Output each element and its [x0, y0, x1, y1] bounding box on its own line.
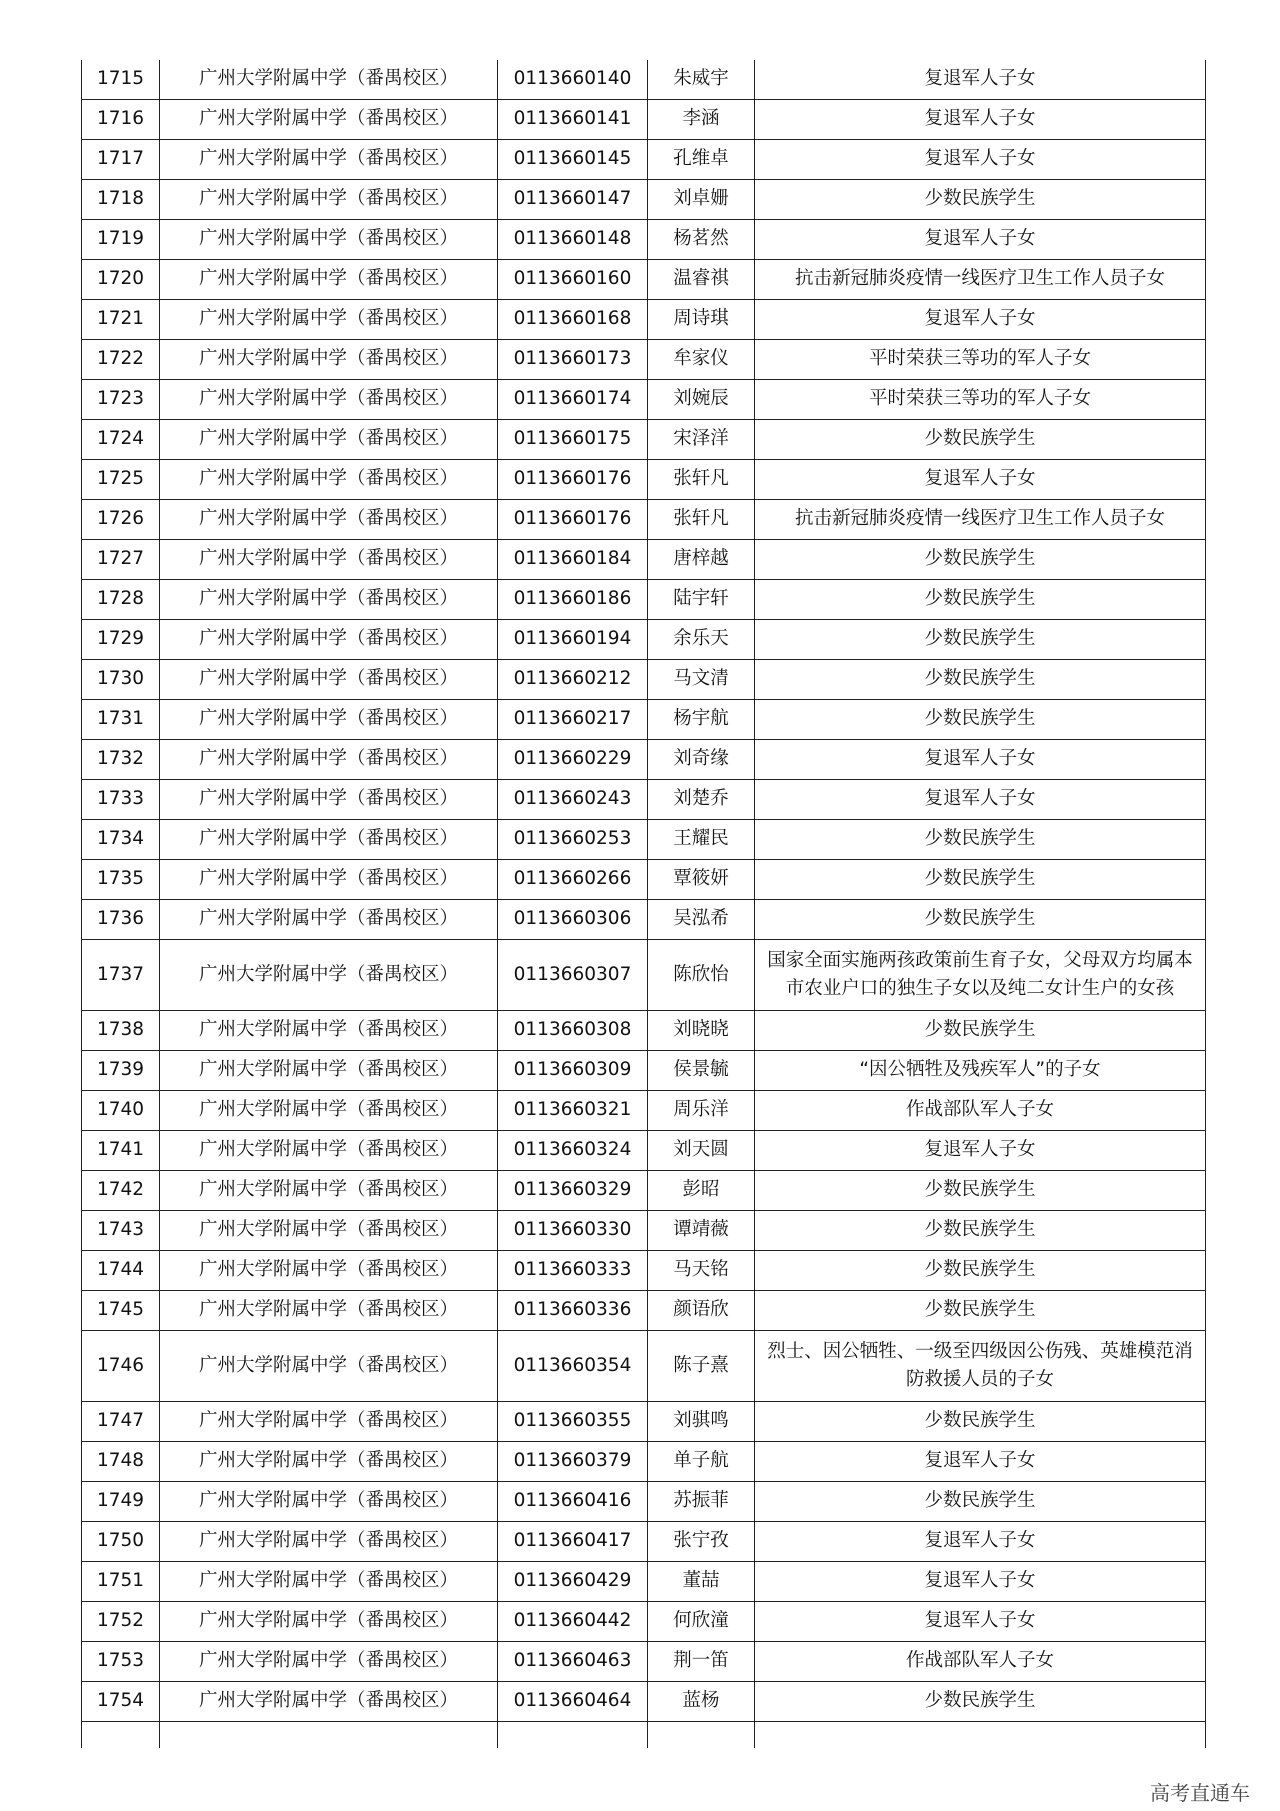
table-row — [82, 1091, 1206, 1131]
student-id-cell: 0113660330 — [498, 1211, 648, 1251]
student-id-cell: 0113660464 — [498, 1682, 648, 1722]
table-row — [82, 1011, 1206, 1051]
category-cell: 少数民族学生 — [755, 620, 1206, 660]
student-name-cell: 刘奇缘 — [648, 740, 755, 780]
row-number-cell: 1740 — [82, 1091, 160, 1131]
student-name-cell: 吴泓希 — [648, 900, 755, 940]
table-row — [82, 660, 1206, 700]
category-cell: 复退军人子女 — [755, 1442, 1206, 1482]
school-cell: 广州大学附属中学（番禺校区） — [160, 780, 498, 820]
table-row — [82, 340, 1206, 380]
row-number-cell: 1718 — [82, 180, 160, 220]
table-row — [82, 1331, 1206, 1402]
row-number-cell: 1735 — [82, 860, 160, 900]
table-row — [82, 420, 1206, 460]
table-row — [82, 1642, 1206, 1682]
student-name-cell: 李涵 — [648, 100, 755, 140]
row-number-cell: 1728 — [82, 580, 160, 620]
table-row — [82, 1402, 1206, 1442]
empty-cell — [648, 1722, 755, 1749]
category-cell: 复退军人子女 — [755, 740, 1206, 780]
student-id-cell: 0113660321 — [498, 1091, 648, 1131]
student-id-cell: 0113660194 — [498, 620, 648, 660]
student-id-cell: 0113660147 — [498, 180, 648, 220]
table-row — [82, 580, 1206, 620]
student-name-cell: 覃筱妍 — [648, 860, 755, 900]
category-cell: 少数民族学生 — [755, 540, 1206, 580]
school-cell: 广州大学附属中学（番禺校区） — [160, 60, 498, 100]
student-id-cell: 0113660463 — [498, 1642, 648, 1682]
student-id-cell: 0113660429 — [498, 1562, 648, 1602]
student-name-cell: 蓝杨 — [648, 1682, 755, 1722]
school-cell: 广州大学附属中学（番禺校区） — [160, 1291, 498, 1331]
school-cell: 广州大学附属中学（番禺校区） — [160, 1562, 498, 1602]
category-cell: 平时荣获三等功的军人子女 — [755, 380, 1206, 420]
table-row — [82, 100, 1206, 140]
category-cell: 复退军人子女 — [755, 140, 1206, 180]
table-row — [82, 1171, 1206, 1211]
school-cell: 广州大学附属中学（番禺校区） — [160, 540, 498, 580]
row-number-cell: 1721 — [82, 300, 160, 340]
student-name-cell: 陈子熹 — [648, 1331, 755, 1402]
student-id-cell: 0113660173 — [498, 340, 648, 380]
table-row — [82, 180, 1206, 220]
row-number-cell: 1746 — [82, 1331, 160, 1402]
empty-cell — [82, 1722, 160, 1749]
category-cell: 少数民族学生 — [755, 1211, 1206, 1251]
category-cell: 少数民族学生 — [755, 860, 1206, 900]
category-cell: 少数民族学生 — [755, 420, 1206, 460]
school-cell: 广州大学附属中学（番禺校区） — [160, 1642, 498, 1682]
table-row — [82, 1442, 1206, 1482]
category-cell: 少数民族学生 — [755, 1011, 1206, 1051]
student-name-cell: 唐梓越 — [648, 540, 755, 580]
student-id-cell: 0113660186 — [498, 580, 648, 620]
school-cell: 广州大学附属中学（番禺校区） — [160, 860, 498, 900]
row-number-cell: 1722 — [82, 340, 160, 380]
empty-cell — [498, 1722, 648, 1749]
table-row — [82, 1562, 1206, 1602]
row-number-cell: 1730 — [82, 660, 160, 700]
table-row — [82, 620, 1206, 660]
school-cell: 广州大学附属中学（番禺校区） — [160, 220, 498, 260]
row-number-cell: 1748 — [82, 1442, 160, 1482]
row-number-cell: 1745 — [82, 1291, 160, 1331]
category-cell: 复退军人子女 — [755, 780, 1206, 820]
school-cell: 广州大学附属中学（番禺校区） — [160, 700, 498, 740]
category-cell: 少数民族学生 — [755, 660, 1206, 700]
school-cell: 广州大学附属中学（番禺校区） — [160, 1682, 498, 1722]
student-id-cell: 0113660324 — [498, 1131, 648, 1171]
roster-body — [82, 60, 1206, 1748]
student-name-cell: 牟家仪 — [648, 340, 755, 380]
row-number-cell: 1739 — [82, 1051, 160, 1091]
school-cell: 广州大学附属中学（番禺校区） — [160, 580, 498, 620]
school-cell: 广州大学附属中学（番禺校区） — [160, 1402, 498, 1442]
row-number-cell: 1750 — [82, 1522, 160, 1562]
student-id-cell: 0113660217 — [498, 700, 648, 740]
table-row — [82, 500, 1206, 540]
student-id-cell: 0113660141 — [498, 100, 648, 140]
student-id-cell: 0113660442 — [498, 1602, 648, 1642]
row-number-cell: 1749 — [82, 1482, 160, 1522]
school-cell: 广州大学附属中学（番禺校区） — [160, 1331, 498, 1402]
table-row — [82, 60, 1206, 100]
student-name-cell: 马文清 — [648, 660, 755, 700]
student-name-cell: 苏振菲 — [648, 1482, 755, 1522]
student-id-cell: 0113660168 — [498, 300, 648, 340]
table-row — [82, 860, 1206, 900]
school-cell: 广州大学附属中学（番禺校区） — [160, 1131, 498, 1171]
student-id-cell: 0113660355 — [498, 1402, 648, 1442]
row-number-cell: 1727 — [82, 540, 160, 580]
student-name-cell: 温睿祺 — [648, 260, 755, 300]
category-cell: 复退军人子女 — [755, 300, 1206, 340]
student-name-cell: 杨茗然 — [648, 220, 755, 260]
category-cell: 复退军人子女 — [755, 60, 1206, 100]
category-cell: 抗击新冠肺炎疫情一线医疗卫生工作人员子女 — [755, 260, 1206, 300]
student-name-cell: 朱威宇 — [648, 60, 755, 100]
school-cell: 广州大学附属中学（番禺校区） — [160, 1171, 498, 1211]
table-row — [82, 900, 1206, 940]
school-cell: 广州大学附属中学（番禺校区） — [160, 460, 498, 500]
student-name-cell: 董喆 — [648, 1562, 755, 1602]
table-row — [82, 700, 1206, 740]
student-id-cell: 0113660307 — [498, 940, 648, 1011]
category-cell: 复退军人子女 — [755, 100, 1206, 140]
row-number-cell: 1717 — [82, 140, 160, 180]
school-cell: 广州大学附属中学（番禺校区） — [160, 1051, 498, 1091]
row-number-cell: 1741 — [82, 1131, 160, 1171]
table-row — [82, 940, 1206, 1011]
empty-cell — [160, 1722, 498, 1749]
student-name-cell: 单子航 — [648, 1442, 755, 1482]
category-cell: 复退军人子女 — [755, 220, 1206, 260]
row-number-cell: 1724 — [82, 420, 160, 460]
student-name-cell: 荆一笛 — [648, 1642, 755, 1682]
row-number-cell: 1752 — [82, 1602, 160, 1642]
table-row — [82, 300, 1206, 340]
category-cell: 复退军人子女 — [755, 1562, 1206, 1602]
student-name-cell: 彭昭 — [648, 1171, 755, 1211]
student-id-cell: 0113660308 — [498, 1011, 648, 1051]
table-row — [82, 1211, 1206, 1251]
student-name-cell: 何欣潼 — [648, 1602, 755, 1642]
student-name-cell: 刘卓姗 — [648, 180, 755, 220]
row-number-cell: 1754 — [82, 1682, 160, 1722]
school-cell: 广州大学附属中学（番禺校区） — [160, 140, 498, 180]
row-number-cell: 1738 — [82, 1011, 160, 1051]
category-cell: 少数民族学生 — [755, 700, 1206, 740]
category-cell: 抗击新冠肺炎疫情一线医疗卫生工作人员子女 — [755, 500, 1206, 540]
student-id-cell: 0113660176 — [498, 460, 648, 500]
row-number-cell: 1716 — [82, 100, 160, 140]
school-cell: 广州大学附属中学（番禺校区） — [160, 340, 498, 380]
student-id-cell: 0113660379 — [498, 1442, 648, 1482]
category-cell: 作战部队军人子女 — [755, 1642, 1206, 1682]
school-cell: 广州大学附属中学（番禺校区） — [160, 1091, 498, 1131]
row-number-cell: 1742 — [82, 1171, 160, 1211]
table-row — [82, 1602, 1206, 1642]
school-cell: 广州大学附属中学（番禺校区） — [160, 380, 498, 420]
category-cell: 少数民族学生 — [755, 1682, 1206, 1722]
row-number-cell: 1723 — [82, 380, 160, 420]
student-id-cell: 0113660145 — [498, 140, 648, 180]
category-cell: 少数民族学生 — [755, 1291, 1206, 1331]
row-number-cell: 1737 — [82, 940, 160, 1011]
student-id-cell: 0113660229 — [498, 740, 648, 780]
table-row — [82, 780, 1206, 820]
student-id-cell: 0113660333 — [498, 1251, 648, 1291]
school-cell: 广州大学附属中学（番禺校区） — [160, 420, 498, 460]
school-cell: 广州大学附属中学（番禺校区） — [160, 180, 498, 220]
school-cell: 广州大学附属中学（番禺校区） — [160, 1602, 498, 1642]
table-row — [82, 380, 1206, 420]
empty-table-row — [82, 1722, 1206, 1749]
student-name-cell: 张宁孜 — [648, 1522, 755, 1562]
school-cell: 广州大学附属中学（番禺校区） — [160, 900, 498, 940]
student-name-cell: 张轩凡 — [648, 460, 755, 500]
student-name-cell: 杨宇航 — [648, 700, 755, 740]
category-cell: 少数民族学生 — [755, 1402, 1206, 1442]
school-cell: 广州大学附属中学（番禺校区） — [160, 1482, 498, 1522]
category-cell: 作战部队军人子女 — [755, 1091, 1206, 1131]
student-name-cell: 颜语欣 — [648, 1291, 755, 1331]
category-cell: “因公牺牲及残疾军人”的子女 — [755, 1051, 1206, 1091]
student-roster-table — [81, 60, 1206, 1748]
student-name-cell: 刘楚乔 — [648, 780, 755, 820]
student-id-cell: 0113660175 — [498, 420, 648, 460]
student-name-cell: 刘晓晓 — [648, 1011, 755, 1051]
school-cell: 广州大学附属中学（番禺校区） — [160, 1522, 498, 1562]
school-cell: 广州大学附属中学（番禺校区） — [160, 1251, 498, 1291]
student-name-cell: 谭靖薇 — [648, 1211, 755, 1251]
student-name-cell: 周诗琪 — [648, 300, 755, 340]
student-id-cell: 0113660253 — [498, 820, 648, 860]
school-cell: 广州大学附属中学（番禺校区） — [160, 300, 498, 340]
school-cell: 广州大学附属中学（番禺校区） — [160, 820, 498, 860]
category-cell: 复退军人子女 — [755, 1131, 1206, 1171]
category-cell: 烈士、因公牺牲、一级至四级因公伤残、英雄模范消防救援人员的子女 — [755, 1331, 1206, 1402]
category-cell: 国家全面实施两孩政策前生育子女，父母双方均属本市农业户口的独生子女以及纯二女计生户的女孩 — [755, 940, 1206, 1011]
row-number-cell: 1719 — [82, 220, 160, 260]
watermark-text: 高考直通车 — [1150, 1781, 1250, 1805]
row-number-cell: 1733 — [82, 780, 160, 820]
student-id-cell: 0113660212 — [498, 660, 648, 700]
student-name-cell: 刘婉辰 — [648, 380, 755, 420]
table-row — [82, 1522, 1206, 1562]
student-id-cell: 0113660184 — [498, 540, 648, 580]
student-id-cell: 0113660306 — [498, 900, 648, 940]
student-id-cell: 0113660336 — [498, 1291, 648, 1331]
student-name-cell: 王耀民 — [648, 820, 755, 860]
student-name-cell: 宋泽洋 — [648, 420, 755, 460]
row-number-cell: 1726 — [82, 500, 160, 540]
row-number-cell: 1715 — [82, 60, 160, 100]
table-row — [82, 540, 1206, 580]
row-number-cell: 1731 — [82, 700, 160, 740]
student-id-cell: 0113660417 — [498, 1522, 648, 1562]
student-name-cell: 张轩凡 — [648, 500, 755, 540]
student-name-cell: 陈欣怡 — [648, 940, 755, 1011]
category-cell: 复退军人子女 — [755, 1522, 1206, 1562]
student-id-cell: 0113660416 — [498, 1482, 648, 1522]
student-id-cell: 0113660148 — [498, 220, 648, 260]
row-number-cell: 1747 — [82, 1402, 160, 1442]
student-name-cell: 周乐洋 — [648, 1091, 755, 1131]
row-number-cell: 1744 — [82, 1251, 160, 1291]
table-row — [82, 820, 1206, 860]
student-name-cell: 余乐天 — [648, 620, 755, 660]
school-cell: 广州大学附属中学（番禺校区） — [160, 100, 498, 140]
school-cell: 广州大学附属中学（番禺校区） — [160, 620, 498, 660]
row-number-cell: 1725 — [82, 460, 160, 500]
school-cell: 广州大学附属中学（番禺校区） — [160, 660, 498, 700]
empty-cell — [755, 1722, 1206, 1749]
row-number-cell: 1736 — [82, 900, 160, 940]
table-row — [82, 260, 1206, 300]
student-id-cell: 0113660329 — [498, 1171, 648, 1211]
row-number-cell: 1734 — [82, 820, 160, 860]
category-cell: 少数民族学生 — [755, 180, 1206, 220]
table-row — [82, 220, 1206, 260]
school-cell: 广州大学附属中学（番禺校区） — [160, 1011, 498, 1051]
student-id-cell: 0113660176 — [498, 500, 648, 540]
school-cell: 广州大学附属中学（番禺校区） — [160, 500, 498, 540]
category-cell: 复退军人子女 — [755, 460, 1206, 500]
student-name-cell: 陆宇轩 — [648, 580, 755, 620]
student-name-cell: 孔维卓 — [648, 140, 755, 180]
student-id-cell: 0113660354 — [498, 1331, 648, 1402]
category-cell: 少数民族学生 — [755, 900, 1206, 940]
school-cell: 广州大学附属中学（番禺校区） — [160, 1442, 498, 1482]
category-cell: 少数民族学生 — [755, 820, 1206, 860]
row-number-cell: 1753 — [82, 1642, 160, 1682]
category-cell: 少数民族学生 — [755, 1482, 1206, 1522]
table-row — [82, 1131, 1206, 1171]
row-number-cell: 1720 — [82, 260, 160, 300]
table-row — [82, 140, 1206, 180]
student-name-cell: 侯景毓 — [648, 1051, 755, 1091]
student-name-cell: 刘骐鸣 — [648, 1402, 755, 1442]
category-cell: 平时荣获三等功的军人子女 — [755, 340, 1206, 380]
row-number-cell: 1751 — [82, 1562, 160, 1602]
school-cell: 广州大学附属中学（番禺校区） — [160, 740, 498, 780]
student-id-cell: 0113660140 — [498, 60, 648, 100]
school-cell: 广州大学附属中学（番禺校区） — [160, 940, 498, 1011]
category-cell: 少数民族学生 — [755, 1251, 1206, 1291]
row-number-cell: 1732 — [82, 740, 160, 780]
school-cell: 广州大学附属中学（番禺校区） — [160, 260, 498, 300]
category-cell: 少数民族学生 — [755, 1171, 1206, 1211]
table-row — [82, 460, 1206, 500]
student-id-cell: 0113660174 — [498, 380, 648, 420]
student-id-cell: 0113660266 — [498, 860, 648, 900]
table-row — [82, 740, 1206, 780]
student-id-cell: 0113660309 — [498, 1051, 648, 1091]
table-row — [82, 1291, 1206, 1331]
student-id-cell: 0113660160 — [498, 260, 648, 300]
student-id-cell: 0113660243 — [498, 780, 648, 820]
row-number-cell: 1729 — [82, 620, 160, 660]
student-name-cell: 马天铭 — [648, 1251, 755, 1291]
category-cell: 少数民族学生 — [755, 580, 1206, 620]
row-number-cell: 1743 — [82, 1211, 160, 1251]
table-row — [82, 1251, 1206, 1291]
school-cell: 广州大学附属中学（番禺校区） — [160, 1211, 498, 1251]
table-row — [82, 1682, 1206, 1722]
table-row — [82, 1051, 1206, 1091]
category-cell: 复退军人子女 — [755, 1602, 1206, 1642]
student-name-cell: 刘天圆 — [648, 1131, 755, 1171]
table-row — [82, 1482, 1206, 1522]
